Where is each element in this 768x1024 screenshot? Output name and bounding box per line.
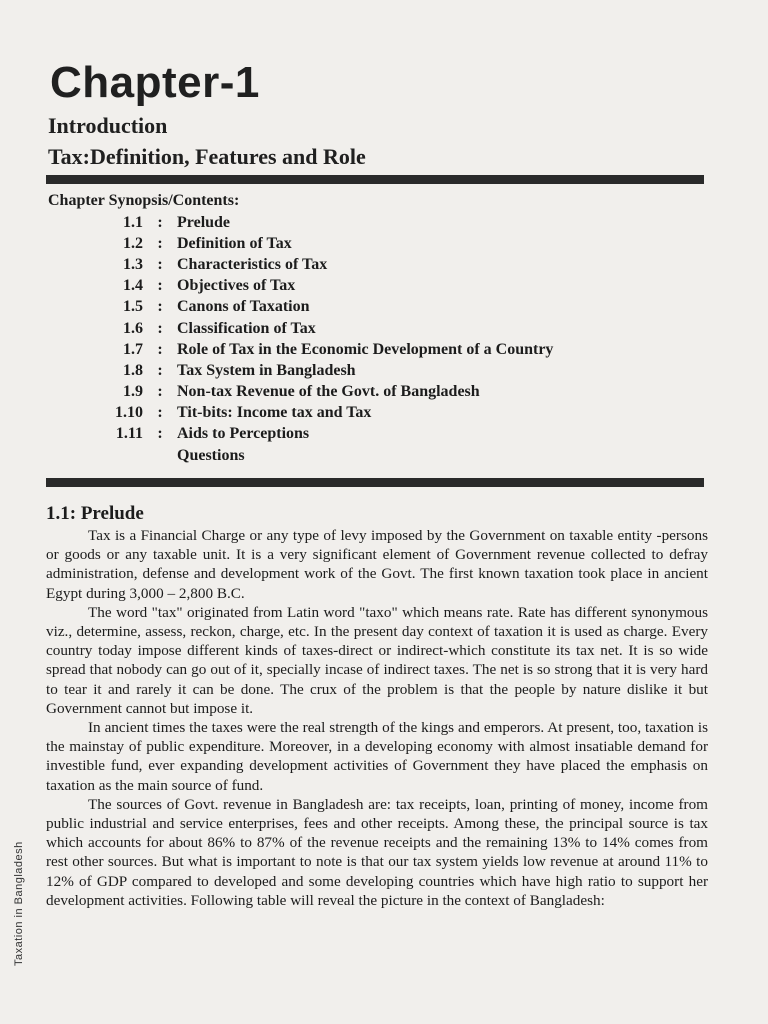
toc-separator: : xyxy=(157,277,163,295)
chapter-subtitle-tax-definition: Tax:Definition, Features and Role xyxy=(48,144,366,169)
toc-item xyxy=(100,233,660,254)
toc-item xyxy=(100,403,660,424)
toc-item-number: 1.3 xyxy=(123,255,143,273)
paragraph: The word "tax" originated from Latin word "taxo" which means rate. Rate has different synonymous viz., determine, assess, reckon, charge, etc. In the present day context of taxation it is used as charge. Every country today impose different kinds of taxes-direct or indirect-which constitute its tax net. It is so wide spread that nobody can go out of it, specially incase of indirect taxes. The net is so strong that it is very hard to tear it and rarely it can be done. The crux of the problem is that the people by nature dislike it but Government cannot but impose it. xyxy=(46,603,708,717)
toc-item-title: Prelude xyxy=(177,213,231,231)
toc-item-title: Canons of Taxation xyxy=(177,298,310,316)
toc-item-title: Tax System in Bangladesh xyxy=(177,361,356,379)
chapter-title: Chapter-1 xyxy=(50,58,260,107)
toc-item xyxy=(100,297,660,318)
spine-label: Taxation in Bangladesh xyxy=(13,841,25,966)
toc-item xyxy=(100,445,660,466)
toc-item-number: 1.2 xyxy=(123,234,143,252)
toc-separator: : xyxy=(157,319,163,337)
toc-separator: : xyxy=(157,383,163,401)
toc-separator: : xyxy=(157,298,163,316)
paragraph: In ancient times the taxes were the real strength of the kings and emperors. At present, too, taxation is the mainstay of public expenditure. Moreover, in a developing economy with almost insatiable demand for investible fund, ever expanding development activities of Government they have placed the emphasis on taxation as the main source of fund. xyxy=(46,719,708,794)
paragraph: The sources of Govt. revenue in Bangladesh are: tax receipts, loan, printing of money, income from public industrial and service enterprises, fees and other receipts. Among these, the principal source is tax which accounts for about 86% to 87% of the revenue receipts and the remaining 13% to 14% comes from rest other sources. But what is important to note is that our tax system yields low revenue at around 11% to 12% of GDP compared to developed and some developing countries which have high ratio to support her development activities. Following table will reveal the picture in the context of Bangladesh: xyxy=(46,795,708,909)
toc-item-title: Tit-bits: Income tax and Tax xyxy=(177,404,372,422)
toc-separator: : xyxy=(157,234,163,252)
toc-separator: : xyxy=(157,425,163,443)
book-spine-text xyxy=(8,760,30,970)
toc-item-number: 1.9 xyxy=(123,383,143,401)
toc-item-number: 1.7 xyxy=(123,340,143,358)
toc-item-title: Characteristics of Tax xyxy=(177,255,328,273)
toc-item xyxy=(100,382,660,403)
prelude-body xyxy=(46,526,708,910)
chapter-subtitle-introduction: Introduction xyxy=(48,113,168,138)
toc-separator: : xyxy=(157,213,163,231)
toc-separator: : xyxy=(157,340,163,358)
section-heading-prelude: 1.1: Prelude xyxy=(46,503,144,524)
bottom-divider-bar xyxy=(46,478,704,487)
toc-item-title: Role of Tax in the Economic Development of a Country xyxy=(177,340,554,358)
table-of-contents xyxy=(100,212,660,466)
toc-separator: : xyxy=(157,255,163,273)
toc-item-title: Non-tax Revenue of the Govt. of Bangladesh xyxy=(177,383,480,401)
toc-separator: : xyxy=(157,361,163,379)
toc-item xyxy=(100,254,660,275)
toc-item-title: Objectives of Tax xyxy=(177,277,296,295)
toc-item-number: 1.5 xyxy=(123,298,143,316)
toc-item-number: 1.1 xyxy=(123,213,143,231)
toc-item-title: Aids to Perceptions xyxy=(177,425,310,443)
toc-item-title: Classification of Tax xyxy=(177,319,316,337)
toc-item-number: 1.4 xyxy=(123,277,143,295)
toc-item xyxy=(100,360,660,381)
toc-item xyxy=(100,339,660,360)
toc-item xyxy=(100,212,660,233)
toc-item-number: 1.6 xyxy=(123,319,143,337)
toc-item-title: Definition of Tax xyxy=(177,234,292,252)
toc-item-number: 1.11 xyxy=(115,425,143,443)
toc-item-number: 1.10 xyxy=(115,404,143,422)
toc-item-number: 1.8 xyxy=(123,361,143,379)
toc-item xyxy=(100,276,660,297)
toc-item-title: Questions xyxy=(177,446,245,464)
paragraph: Tax is a Financial Charge or any type of levy imposed by the Government on taxable entity -persons or goods or any taxable unit. It is a very significant element of Government revenue collected to defray administration, defense and development work of the Govt. The first known taxation took place in ancient Egypt during 3,000 – 2,800 B.C. xyxy=(46,527,708,602)
toc-separator: : xyxy=(157,404,163,422)
toc-item xyxy=(100,318,660,339)
synopsis-heading: Chapter Synopsis/Contents: xyxy=(48,192,240,209)
toc-item xyxy=(100,424,660,445)
top-divider-bar xyxy=(46,175,704,184)
